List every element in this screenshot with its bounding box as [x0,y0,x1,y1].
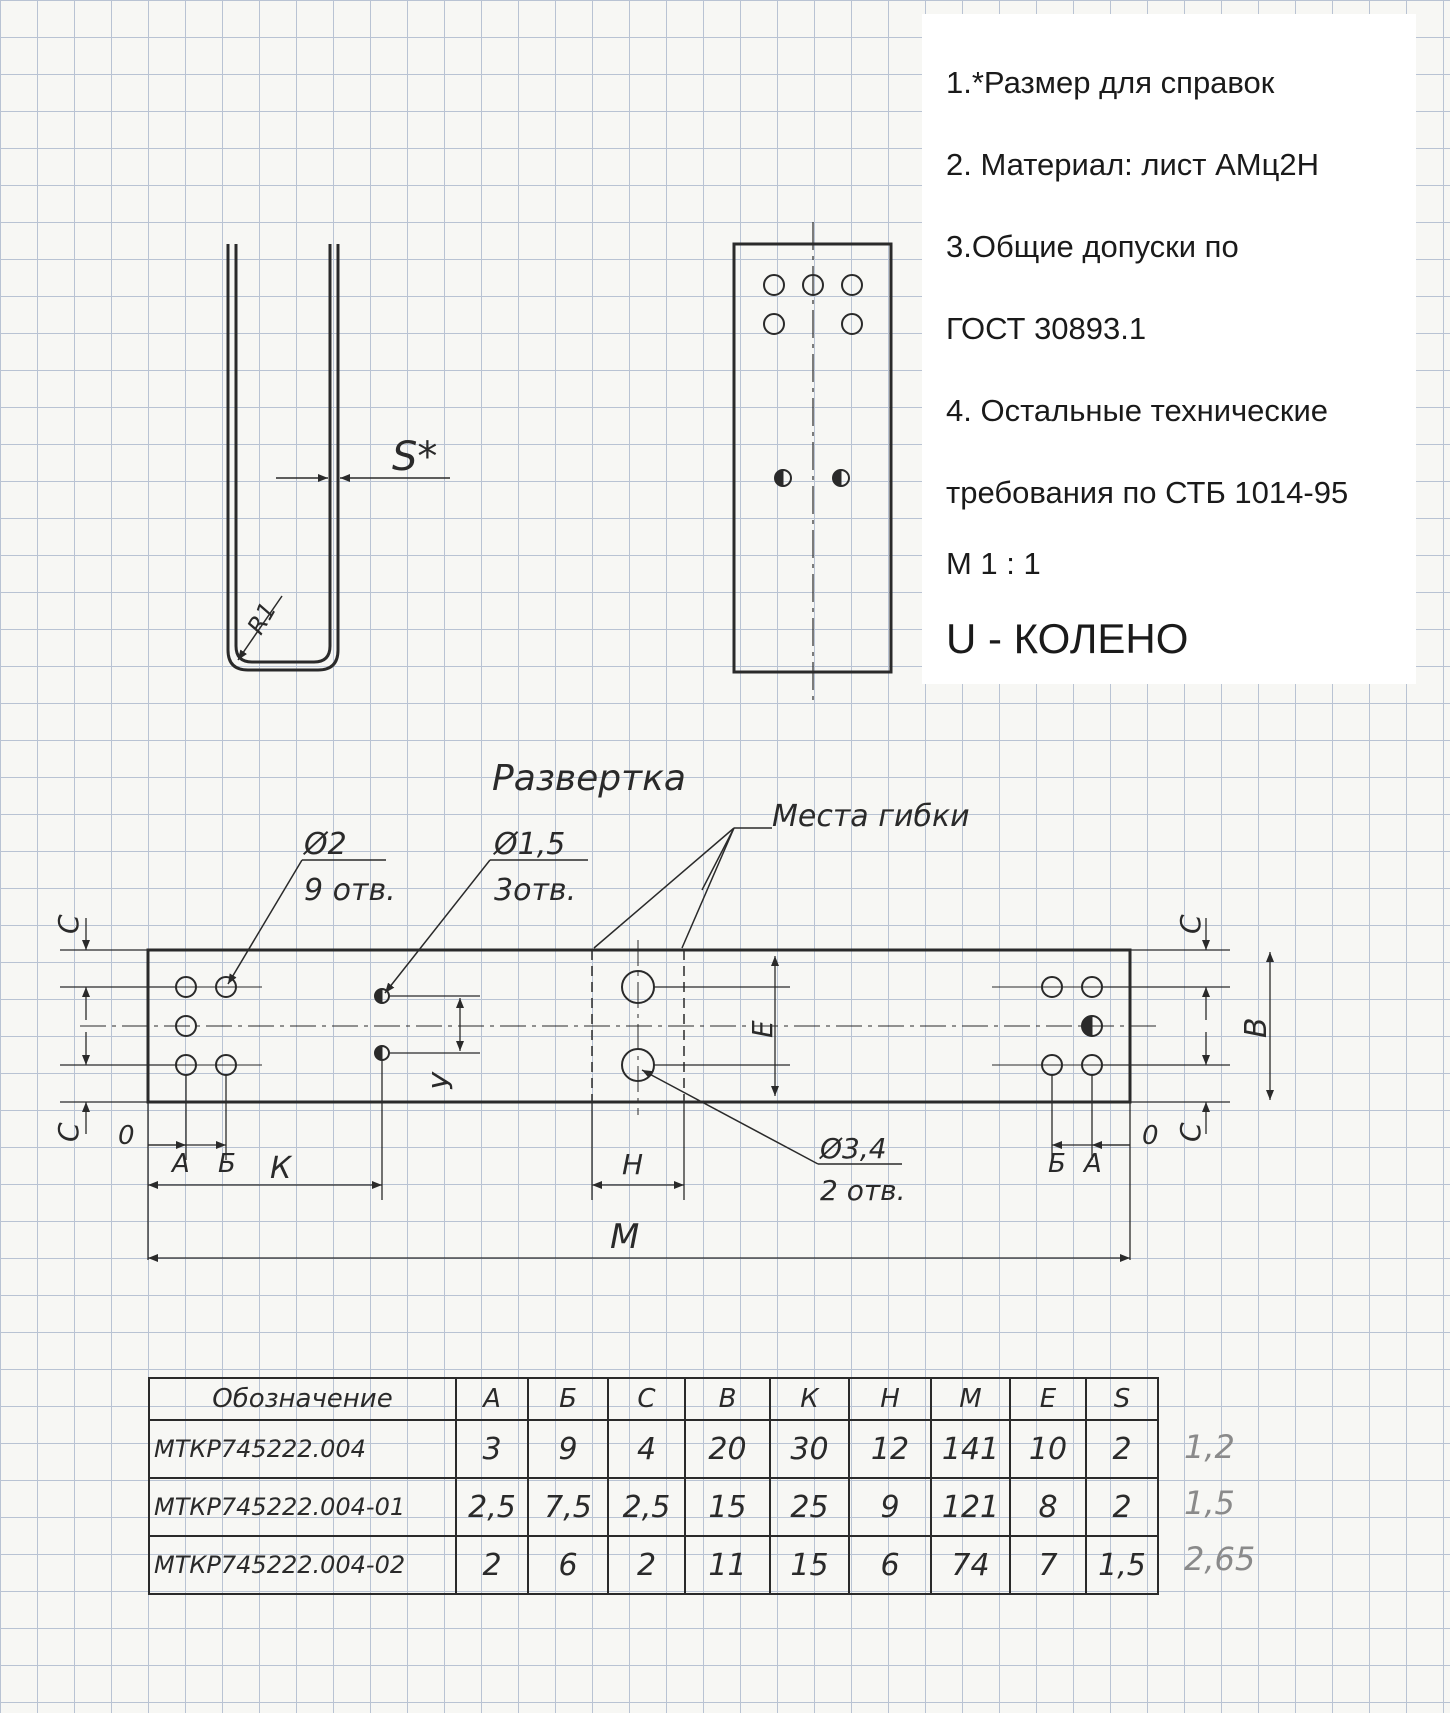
row-3-designation: МТКР745222.004-02 [149,1536,456,1594]
row-3-k: 15 [770,1536,849,1594]
header-a: А [456,1378,528,1420]
note-4: ГОСТ 30893.1 [946,311,1147,346]
row-3-b: 11 [685,1536,770,1594]
row-2-e: 8 [1010,1478,1086,1536]
row-2-a: 2,5 [456,1478,528,1536]
row-3-h: 6 [849,1536,931,1594]
row-2-c: 2,5 [608,1478,685,1536]
row-3-a: 2 [456,1536,528,1594]
row-1-e: 10 [1010,1420,1086,1478]
dim-c-right-top: С [1174,914,1207,934]
dim-bb-right-label: Б [1048,1149,1066,1179]
row-1-a: 3 [456,1420,528,1478]
row-2-extra-value: 1,5 [1184,1484,1235,1522]
table-header-row [149,1378,1158,1420]
header-c: С [608,1378,685,1420]
row-2-k: 25 [770,1478,849,1536]
row-1-b: 20 [685,1420,770,1478]
row-1-m: 141 [931,1420,1010,1478]
dim-h-label: Н [622,1148,644,1181]
dim-y-label: У [426,1072,459,1090]
row-1-bb: 9 [528,1420,608,1478]
dim-c-left-bottom: С [52,1122,85,1142]
dim-a-right-label: А [1084,1149,1102,1179]
note-1: 1.*Размер для справок [946,65,1275,100]
row-3-c: 2 [608,1536,685,1594]
row-1-s: 2 [1086,1420,1158,1478]
dim-e-label: Е [746,1020,779,1038]
hole15-dia-label: Ø1,5 [494,827,566,862]
hole34-count-label: 2 отв. [820,1174,906,1207]
note-6: требования по СТБ 1014-95 [946,475,1349,510]
zero-left-label: 0 [118,1121,135,1151]
unfolded-strip [80,940,1160,1115]
dim-bb-left-label: Б [218,1149,236,1179]
row-2-h: 9 [849,1478,931,1536]
side-view-u-profile [228,244,338,670]
dimensions-table [148,1377,1159,1595]
dim-c-right-bottom: С [1174,1122,1207,1142]
dim-a-left-label: А [172,1149,190,1179]
table-row [149,1478,1158,1536]
hole34-dia-label: Ø3,4 [820,1132,887,1165]
header-h: Н [849,1378,931,1420]
row-2-designation: МТКР745222.004-01 [149,1478,456,1536]
row-3-e: 7 [1010,1536,1086,1594]
row-3-s: 1,5 [1086,1536,1158,1594]
row-1-designation: МТКР745222.004 [149,1420,456,1478]
note-3: 3.Общие допуски по [946,229,1239,264]
row-1-c: 4 [608,1420,685,1478]
bend-leaders [594,828,772,948]
dimension-lines [60,918,1270,1260]
notes-panel [922,14,1416,684]
note-scale: М 1 : 1 [946,546,1041,581]
row-2-bb: 7,5 [528,1478,608,1536]
row-2-b: 15 [685,1478,770,1536]
note-2: 2. Материал: лист АМц2Н [946,147,1319,182]
header-bb: Б [528,1378,608,1420]
row-1-k: 30 [770,1420,849,1478]
hole15-count-label: 3отв. [494,873,577,908]
bend-places-label: Места гибки [772,799,970,834]
row-3-bb: 6 [528,1536,608,1594]
part-title: U - КОЛЕНО [946,615,1189,662]
thickness-label: S* [392,434,438,480]
header-designation: Обозначение [149,1378,456,1420]
dim-k-label: К [270,1151,292,1186]
row-2-s: 2 [1086,1478,1158,1536]
header-k: К [770,1378,849,1420]
row-1-h: 12 [849,1420,931,1478]
note-5: 4. Остальные технические [946,393,1329,428]
header-e: Е [1010,1378,1086,1420]
hole2-dia-label: Ø2 [304,827,347,862]
unfold-title: Развертка [492,758,686,799]
header-b: В [685,1378,770,1420]
table-row [149,1420,1158,1478]
dim-m-label: М [610,1217,640,1257]
table-row [149,1536,1158,1594]
top-view-plate [734,222,891,700]
row-3-m: 74 [931,1536,1010,1594]
dim-c-left-top: С [52,914,85,934]
header-m: М [931,1378,1010,1420]
zero-right-label: 0 [1142,1121,1159,1151]
header-s: S [1086,1378,1158,1420]
row-3-extra-value: 2,65 [1184,1540,1256,1578]
radius-label: R1 [241,597,283,640]
hole2-count-label: 9 отв. [304,873,396,908]
row-1-extra-value: 1,2 [1184,1428,1235,1466]
dim-b-label: В [1239,1017,1274,1038]
row-2-m: 121 [931,1478,1010,1536]
